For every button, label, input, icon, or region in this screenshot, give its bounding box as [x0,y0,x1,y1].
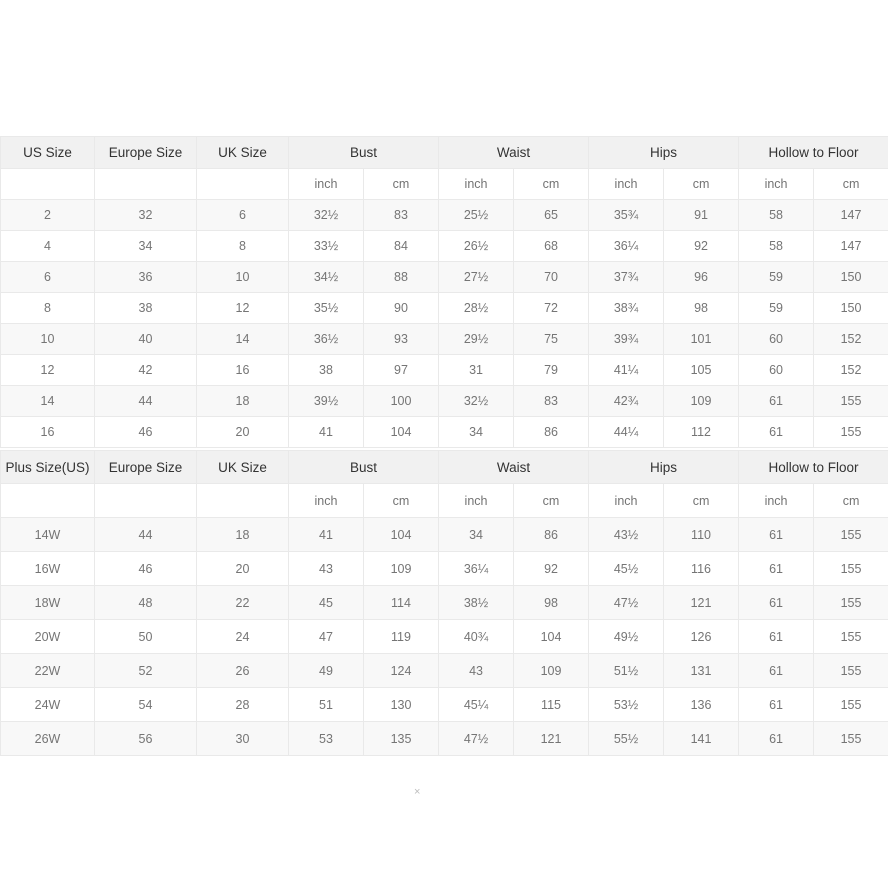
table-row [1,518,888,552]
table-cell: 100 [364,386,439,417]
table-cell: 116 [664,552,739,586]
table-cell: 61 [739,586,814,620]
table-cell: 53 [289,722,364,756]
table-cell: 59 [739,262,814,293]
unit-label: inch [589,169,664,200]
table-cell: 31 [439,355,514,386]
table-cell: 43 [289,552,364,586]
size-cell: 8 [1,293,95,324]
table-cell: 46 [95,417,197,448]
table-cell: 16 [197,355,289,386]
table-cell: 37¾ [589,262,664,293]
table-cell: 34 [95,231,197,262]
unit-label: inch [289,169,364,200]
table-cell: 46 [95,552,197,586]
table-cell: 61 [739,417,814,448]
table-cell: 39¾ [589,324,664,355]
table-cell: 92 [514,552,589,586]
table-cell: 135 [364,722,439,756]
size-cell: 16W [1,552,95,586]
table-cell: 110 [664,518,739,552]
table-cell: 32 [95,200,197,231]
table-cell: 26½ [439,231,514,262]
table-cell: 61 [739,552,814,586]
table-cell: 35¾ [589,200,664,231]
table-cell: 41 [289,518,364,552]
table-row [1,386,888,417]
table-cell: 97 [364,355,439,386]
table-cell: 39½ [289,386,364,417]
column-header-uk-size: UK Size [197,137,289,169]
column-header-hollow-to-floor: Hollow to Floor [739,451,888,484]
table-cell: 18 [197,518,289,552]
table-cell: 28 [197,688,289,722]
size-cell: 10 [1,324,95,355]
table-cell: 40 [95,324,197,355]
empty-cell [95,484,197,518]
table-cell: 45½ [589,552,664,586]
table-row [1,200,888,231]
header-row [1,451,888,484]
column-header-hollow-to-floor: Hollow to Floor [739,137,888,169]
column-header-waist: Waist [439,137,589,169]
table-row [1,417,888,448]
table-cell: 155 [814,386,888,417]
table-cell: 68 [514,231,589,262]
column-header-bust: Bust [289,451,439,484]
table-cell: 124 [364,654,439,688]
table-cell: 54 [95,688,197,722]
size-cell: 12 [1,355,95,386]
size-cell: 22W [1,654,95,688]
column-header-europe-size: Europe Size [95,137,197,169]
table-cell: 88 [364,262,439,293]
table-cell: 28½ [439,293,514,324]
table-cell: 109 [514,654,589,688]
table-cell: 61 [739,386,814,417]
table-cell: 84 [364,231,439,262]
unit-label: cm [514,169,589,200]
empty-cell [197,484,289,518]
table-cell: 136 [664,688,739,722]
table-cell: 155 [814,417,888,448]
table-cell: 25½ [439,200,514,231]
table-cell: 43½ [589,518,664,552]
column-header-waist: Waist [439,451,589,484]
plus-size-table [0,450,888,756]
table-cell: 75 [514,324,589,355]
table-cell: 38 [95,293,197,324]
table-cell: 47½ [439,722,514,756]
column-header-europe-size: Europe Size [95,451,197,484]
unit-label: cm [664,169,739,200]
size-cell: 18W [1,586,95,620]
column-header-us-size: US Size [1,137,95,169]
table-cell: 42 [95,355,197,386]
table-cell: 32½ [289,200,364,231]
table-cell: 30 [197,722,289,756]
column-header-uk-size: UK Size [197,451,289,484]
table-cell: 42¾ [589,386,664,417]
empty-cell [1,169,95,200]
table-cell: 60 [739,324,814,355]
watermark-artifact: × [414,786,421,798]
table-row [1,552,888,586]
table-row [1,231,888,262]
empty-cell [197,169,289,200]
table-cell: 114 [364,586,439,620]
table-cell: 45¼ [439,688,514,722]
table-cell: 83 [364,200,439,231]
table-cell: 41 [289,417,364,448]
empty-cell [1,484,95,518]
table-cell: 38½ [439,586,514,620]
table-cell: 48 [95,586,197,620]
table-cell: 79 [514,355,589,386]
table-cell: 12 [197,293,289,324]
unit-label: cm [364,484,439,518]
empty-cell [95,169,197,200]
table-cell: 96 [664,262,739,293]
unit-label: inch [289,484,364,518]
table-cell: 43 [439,654,514,688]
table-cell: 60 [739,355,814,386]
regular-size-table [0,136,888,448]
table-cell: 155 [814,722,888,756]
table-cell: 55½ [589,722,664,756]
table-cell: 10 [197,262,289,293]
table-cell: 56 [95,722,197,756]
table-cell: 44¼ [589,417,664,448]
table-cell: 104 [364,518,439,552]
table-cell: 38 [289,355,364,386]
unit-label: inch [439,484,514,518]
table-cell: 150 [814,293,888,324]
table-row [1,586,888,620]
table-cell: 119 [364,620,439,654]
table-cell: 44 [95,386,197,417]
table-cell: 70 [514,262,589,293]
table-cell: 40¾ [439,620,514,654]
unit-label: cm [814,484,888,518]
table-cell: 49½ [589,620,664,654]
table-cell: 36¼ [589,231,664,262]
table-cell: 29½ [439,324,514,355]
table-cell: 61 [739,620,814,654]
size-cell: 14 [1,386,95,417]
unit-label: inch [739,169,814,200]
table-cell: 121 [664,586,739,620]
header-row [1,137,888,169]
table-cell: 101 [664,324,739,355]
size-cell: 26W [1,722,95,756]
table-cell: 38¾ [589,293,664,324]
table-cell: 22 [197,586,289,620]
unit-label: cm [514,484,589,518]
table-row [1,620,888,654]
table-cell: 131 [664,654,739,688]
table-cell: 126 [664,620,739,654]
table-cell: 35½ [289,293,364,324]
table-row [1,654,888,688]
size-cell: 4 [1,231,95,262]
table-cell: 61 [739,688,814,722]
table-cell: 109 [664,386,739,417]
table-cell: 155 [814,688,888,722]
size-cell: 20W [1,620,95,654]
unit-label: cm [664,484,739,518]
table-cell: 47½ [589,586,664,620]
table-cell: 33½ [289,231,364,262]
table-cell: 34 [439,518,514,552]
table-cell: 24 [197,620,289,654]
table-cell: 36½ [289,324,364,355]
table-cell: 155 [814,586,888,620]
unit-label: inch [589,484,664,518]
table-cell: 58 [739,231,814,262]
table-cell: 155 [814,552,888,586]
table-cell: 141 [664,722,739,756]
table-row [1,355,888,386]
table-cell: 130 [364,688,439,722]
table-row [1,688,888,722]
table-cell: 104 [364,417,439,448]
table-cell: 45 [289,586,364,620]
table-cell: 83 [514,386,589,417]
table-row [1,722,888,756]
table-cell: 98 [514,586,589,620]
table-row [1,324,888,355]
table-cell: 58 [739,200,814,231]
table-cell: 6 [197,200,289,231]
table-cell: 51 [289,688,364,722]
size-cell: 16 [1,417,95,448]
table-cell: 109 [364,552,439,586]
table-cell: 27½ [439,262,514,293]
column-header-hips: Hips [589,451,739,484]
table-cell: 50 [95,620,197,654]
table-cell: 36¼ [439,552,514,586]
unit-label: inch [739,484,814,518]
size-cell: 24W [1,688,95,722]
column-header-hips: Hips [589,137,739,169]
table-cell: 152 [814,324,888,355]
table-cell: 91 [664,200,739,231]
table-cell: 155 [814,518,888,552]
table-cell: 36 [95,262,197,293]
table-cell: 150 [814,262,888,293]
table-cell: 34½ [289,262,364,293]
unit-header-row [1,169,888,200]
table-cell: 86 [514,518,589,552]
table-cell: 26 [197,654,289,688]
table-cell: 155 [814,620,888,654]
table-cell: 61 [739,722,814,756]
table-cell: 44 [95,518,197,552]
table-cell: 47 [289,620,364,654]
table-cell: 52 [95,654,197,688]
size-chart [0,136,888,756]
unit-label: inch [439,169,514,200]
table-cell: 93 [364,324,439,355]
table-cell: 20 [197,417,289,448]
table-cell: 20 [197,552,289,586]
table-cell: 72 [514,293,589,324]
table-cell: 18 [197,386,289,417]
table-cell: 34 [439,417,514,448]
table-cell: 49 [289,654,364,688]
table-cell: 61 [739,654,814,688]
table-cell: 105 [664,355,739,386]
table-cell: 8 [197,231,289,262]
unit-label: cm [364,169,439,200]
table-cell: 51½ [589,654,664,688]
table-cell: 147 [814,200,888,231]
table-cell: 112 [664,417,739,448]
table-cell: 152 [814,355,888,386]
table-row [1,262,888,293]
size-cell: 2 [1,200,95,231]
table-row [1,293,888,324]
column-header-plus-size-us: Plus Size(US) [1,451,95,484]
unit-label: cm [814,169,888,200]
table-cell: 65 [514,200,589,231]
table-cell: 14 [197,324,289,355]
table-cell: 90 [364,293,439,324]
table-cell: 59 [739,293,814,324]
size-cell: 14W [1,518,95,552]
table-cell: 41¼ [589,355,664,386]
unit-header-row [1,484,888,518]
table-cell: 86 [514,417,589,448]
table-cell: 147 [814,231,888,262]
table-cell: 121 [514,722,589,756]
table-cell: 155 [814,654,888,688]
column-header-bust: Bust [289,137,439,169]
size-cell: 6 [1,262,95,293]
table-cell: 53½ [589,688,664,722]
table-cell: 32½ [439,386,514,417]
table-cell: 92 [664,231,739,262]
table-cell: 61 [739,518,814,552]
table-cell: 98 [664,293,739,324]
table-cell: 115 [514,688,589,722]
table-cell: 104 [514,620,589,654]
